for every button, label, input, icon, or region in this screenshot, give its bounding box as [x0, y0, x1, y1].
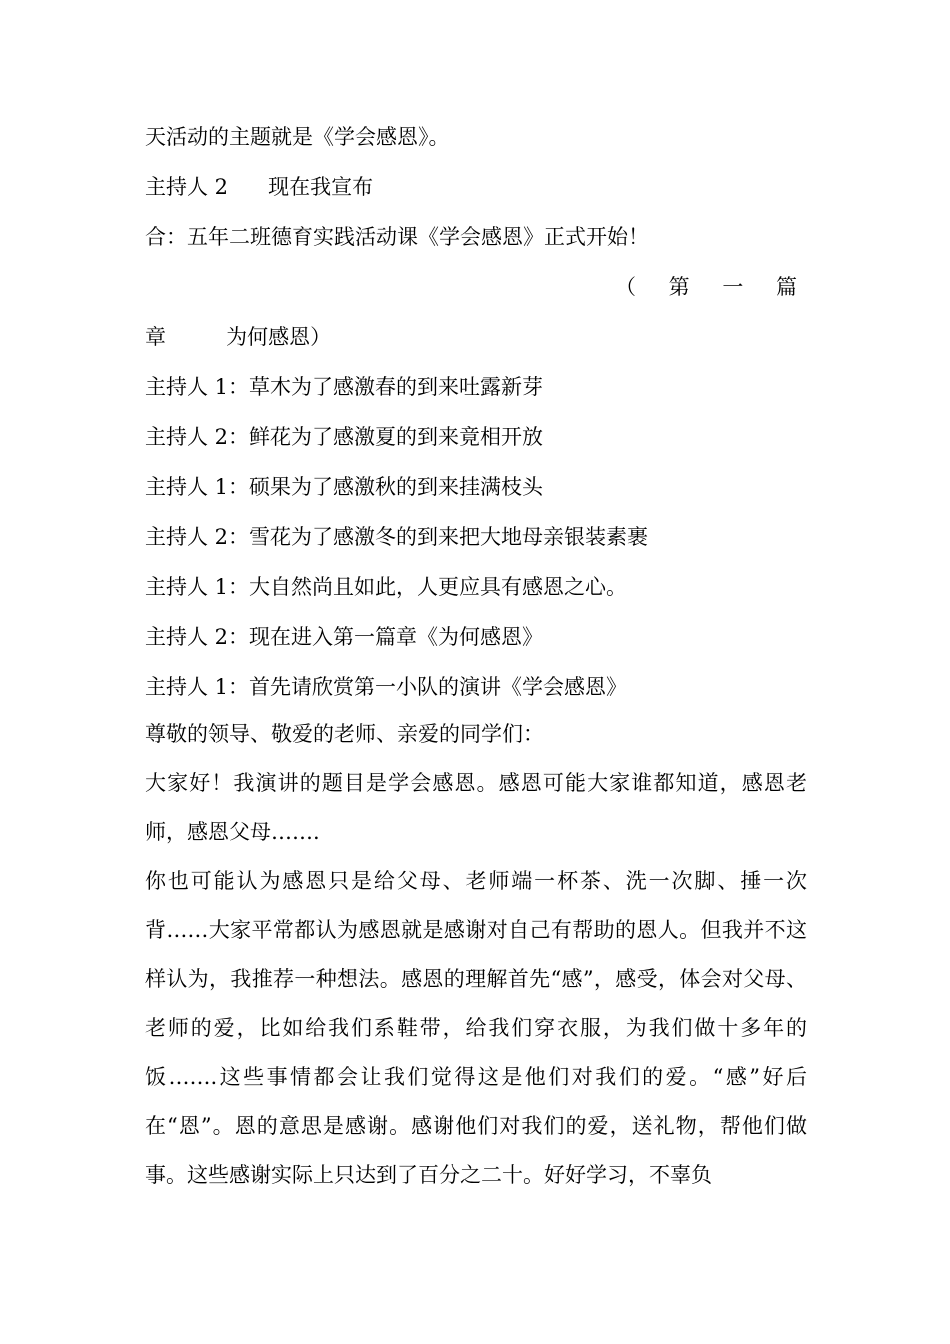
text-line: 主持人 1：大自然尚且如此，人更应具有感恩之心。	[145, 575, 628, 599]
text-line: 主持人 2：现在进入第一篇章《为何感恩》	[145, 625, 544, 649]
text-line: 主持人 1：草木为了感激春的到来吐露新芽	[145, 375, 544, 399]
text-line: 合：五年二班德育实践活动课《学会感恩》正式开始！	[145, 225, 649, 249]
body-paragraph: 大家好！我演讲的题目是学会感恩。感恩可能大家谁都知道，感恩老师，感恩父母…….	[145, 771, 807, 844]
body-paragraph: 你也可能认为感恩只是给父母、老师端一杯茶、洗一次脚、捶一次背……大家平常都认为感恩就是感谢对自己有帮助的恩人。但我并不这样认为，我推荐一种想法。感恩的理解首先“感”，感受，体会对父母、老师的爱，比如给我们系鞋带，给我们穿衣服，为我们做十多年的饭…….这些事情都会让我们觉得这是他们对我们的爱。“感”好后在“恩”。恩的意思是感谢。感谢他们对我们的爱，送礼物，帮他们做事。这些感谢实际上只达到了百分之二十。好好学习，不辜负	[145, 869, 807, 1187]
text-line: 天活动的主题就是《学会感恩》。	[145, 125, 450, 149]
text-line: 主持人 2：鲜花为了感激夏的到来竟相开放	[145, 425, 544, 449]
text-line: 主持人 2 现在我宣布	[145, 175, 374, 199]
chapter-heading-end: 章 为何感恩）	[145, 325, 332, 349]
text-line: 主持人 2：雪花为了感激冬的到来把大地母亲银装素裹	[145, 525, 649, 549]
text-line: 主持人 1：首先请欣赏第一小队的演讲《学会感恩》	[145, 675, 628, 699]
text-line: 主持人 1：硕果为了感激秋的到来挂满枝头	[145, 475, 544, 499]
text-line: 尊敬的领导、敬爱的老师、亲爱的同学们：	[145, 722, 544, 746]
chapter-heading-start: （ 第 一 篇	[614, 275, 807, 299]
